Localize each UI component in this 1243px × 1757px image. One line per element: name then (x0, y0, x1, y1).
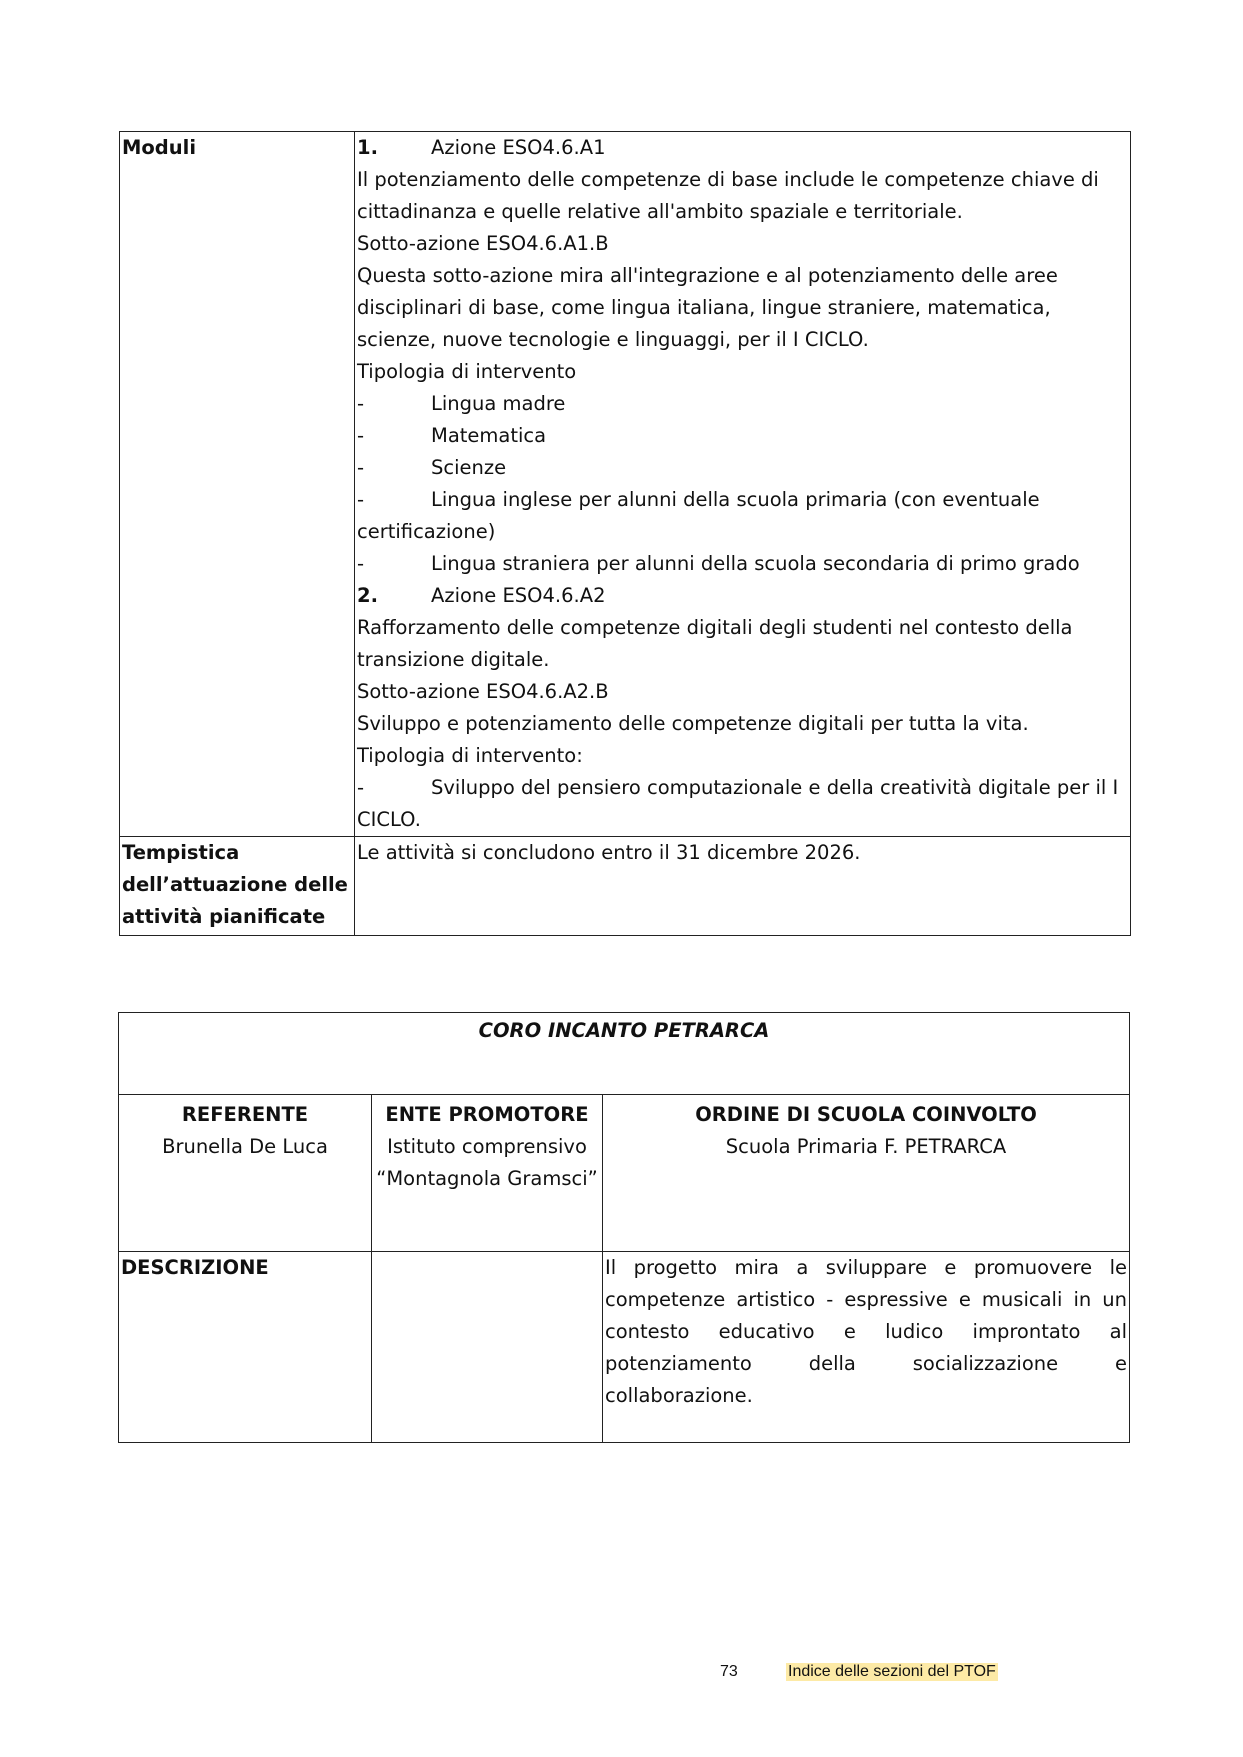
dash-bullet: - (357, 776, 365, 799)
sotto-azione-2: Sotto-azione ESO4.6.A2.B (357, 680, 609, 703)
moduli-label: Moduli (120, 132, 355, 837)
azione-heading-1 (357, 132, 1126, 164)
referente-header: REFERENTE (181, 1103, 309, 1126)
project-title: CORO INCANTO PETRARCA (119, 1013, 1130, 1095)
table-row (120, 132, 1131, 837)
sotto-azione-1-description: Questa sotto-azione mira all'integrazione e al potenziamento delle aree disciplinari di base, come lingua italiana, lingue straniere, matematica, scienze, nuove tecnologie e linguaggi, per il I CICLO. (357, 264, 1058, 351)
ordine-value: Scuola Primaria F. PETRARCA (725, 1135, 1007, 1158)
page-number: 73 (720, 1663, 738, 1680)
list-item: - Sviluppo del pensiero computazionale e della creatività digitale per il I CICLO. (357, 772, 1126, 836)
list-item: - Lingua straniera per alunni della scuola secondaria di primo grado (357, 548, 1126, 580)
table-row (119, 1252, 1130, 1443)
coro-table (118, 1012, 1130, 1443)
tempistica-value: Le attività si concludono entro il 31 dicembre 2026. (355, 837, 1131, 936)
dash-bullet: - (357, 456, 365, 479)
azione-title-2: Azione ESO4.6.A2 (431, 584, 606, 607)
moduli-content (355, 132, 1131, 837)
descrizione-label: DESCRIZIONE (119, 1252, 372, 1443)
list-item: - Scienze (357, 452, 1126, 484)
dash-bullet: - (357, 392, 365, 415)
dash-bullet: - (357, 552, 365, 575)
azione-title-1: Azione ESO4.6.A1 (431, 136, 606, 159)
referente-value: Brunella De Luca (162, 1135, 328, 1158)
ordine-cell (603, 1095, 1130, 1252)
azione-2-description: Rafforzamento delle competenze digitali degli studenti nel contesto della transizione digitale. (357, 616, 1073, 671)
list-item: - Lingua inglese per alunni della scuola primaria (con eventuale certificazione) (357, 484, 1126, 548)
referente-cell (119, 1095, 372, 1252)
table-row (119, 1013, 1130, 1095)
sotto-azione-2-description: Sviluppo e potenziamento delle competenze digitali per tutta la vita. (357, 712, 1029, 735)
list-item: - Matematica (357, 420, 1126, 452)
ente-header: ENTE PROMOTORE (385, 1103, 589, 1126)
list-item: - Lingua madre (357, 388, 1126, 420)
empty-cell (372, 1252, 603, 1443)
index-link[interactable]: Indice delle sezioni del PTOF (788, 1663, 996, 1680)
dash-bullet: - (357, 488, 365, 511)
table-row (119, 1095, 1130, 1252)
ordine-header: ORDINE DI SCUOLA COINVOLTO (695, 1103, 1037, 1126)
tempistica-label: Tempistica dell’attuazione delle attività pianificate (120, 837, 355, 936)
azione-number-2: 2. (357, 584, 378, 607)
tipologia-2: Tipologia di intervento: (357, 744, 583, 767)
tipologia-1: Tipologia di intervento (357, 360, 577, 383)
sotto-azione-1: Sotto-azione ESO4.6.A1.B (357, 232, 609, 255)
azione-1-description: Il potenziamento delle competenze di base include le competenze chiave di cittadinanza e quelle relative all'ambito spaziale e territoriale. (357, 168, 1099, 223)
moduli-table (119, 131, 1131, 936)
ente-value-line1: Istituto comprensivo (387, 1135, 587, 1158)
ente-value-line2: “Montagnola Gramsci” (376, 1167, 598, 1190)
descrizione-text: Il progetto mira a sviluppare e promuovere le competenze artistico - espressive e musicali in un contesto educativo e ludico improntato al potenziamento della socializzazione e collaborazione. (603, 1252, 1130, 1443)
dash-bullet: - (357, 424, 365, 447)
ente-cell (372, 1095, 603, 1252)
azione-heading-2 (357, 580, 1126, 612)
azione-number-1: 1. (357, 136, 378, 159)
table-row (120, 837, 1131, 936)
